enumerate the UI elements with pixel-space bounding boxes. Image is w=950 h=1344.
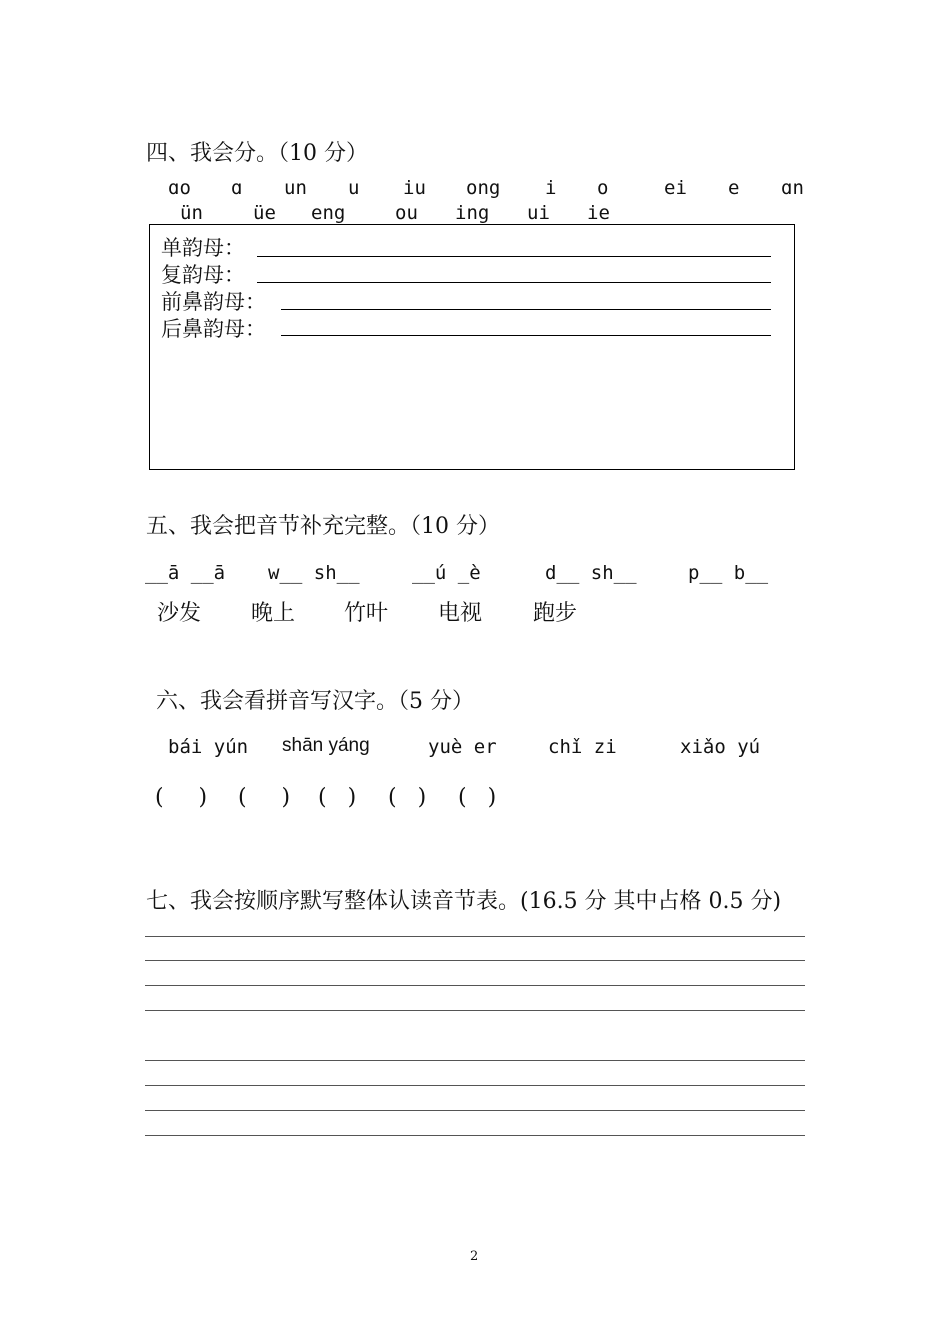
word: 沙发 <box>157 601 202 626</box>
answer-slot[interactable]: ( ) <box>238 785 291 810</box>
writing-line[interactable] <box>145 1060 805 1061</box>
letter: ie <box>587 202 610 224</box>
letter: ün <box>180 202 203 224</box>
pinyin: shān yáng <box>282 735 370 756</box>
pinyin: xiǎo yú <box>680 736 761 758</box>
letter: ou <box>395 202 418 224</box>
category-label: 复韵母： <box>161 263 245 287</box>
answer-line[interactable] <box>257 256 771 257</box>
pinyin-blank[interactable]: __ā __ā <box>145 562 226 584</box>
page-number: 2 <box>470 1249 479 1264</box>
letter: e <box>728 177 740 199</box>
section5-heading: 五、我会把音节补充完整。（10 分） <box>146 514 500 539</box>
answer-line[interactable] <box>257 282 771 283</box>
pinyin-blank[interactable]: d__ sh__ <box>545 562 637 584</box>
pinyin: yuè er <box>428 736 497 758</box>
writing-line[interactable] <box>145 1010 805 1011</box>
word: 跑步 <box>533 601 578 626</box>
letter: eng <box>311 202 346 224</box>
pinyin-blank[interactable]: __ú _è <box>412 562 481 584</box>
pinyin: bái yún <box>168 736 249 758</box>
writing-line[interactable] <box>145 1110 805 1111</box>
answer-slot[interactable]: ( ) <box>388 785 427 810</box>
letter: i <box>545 177 557 199</box>
letter: ing <box>455 202 490 224</box>
answer-slot[interactable]: ( ) <box>318 785 357 810</box>
pinyin: chǐ zi <box>548 736 617 758</box>
letter: ong <box>466 177 501 199</box>
letter: ɑo <box>168 177 191 199</box>
pinyin-blank[interactable]: p__ b__ <box>688 562 769 584</box>
section7-heading: 七、我会按顺序默写整体认读音节表。(16.5 分 其中占格 0.5 分) <box>146 889 782 914</box>
answer-slot[interactable]: ( ) <box>155 785 208 810</box>
letter: u <box>348 177 360 199</box>
classification-box <box>149 224 795 470</box>
category-label: 单韵母： <box>161 236 245 260</box>
answer-slot[interactable]: ( ) <box>458 785 497 810</box>
letter: un <box>284 177 307 199</box>
letter: ɑn <box>781 177 804 199</box>
writing-line[interactable] <box>145 985 805 986</box>
word: 电视 <box>438 601 483 626</box>
letter: ɑ <box>231 177 243 199</box>
category-label: 后鼻韵母： <box>161 317 266 341</box>
letter: iu <box>403 177 426 199</box>
writing-line[interactable] <box>145 1135 805 1136</box>
word: 晚上 <box>251 601 296 626</box>
answer-line[interactable] <box>281 335 771 336</box>
word: 竹叶 <box>344 601 389 626</box>
writing-line[interactable] <box>145 1085 805 1086</box>
pinyin-blank[interactable]: w__ sh__ <box>268 562 360 584</box>
writing-line[interactable] <box>145 936 805 937</box>
section4-heading: 四、我会分。（10 分） <box>146 141 368 166</box>
section6-heading: 六、我会看拼音写汉字。（5 分） <box>156 689 474 714</box>
writing-line[interactable] <box>145 960 805 961</box>
letter: o <box>597 177 609 199</box>
letter: ui <box>527 202 550 224</box>
answer-line[interactable] <box>281 309 771 310</box>
category-label: 前鼻韵母： <box>161 290 266 314</box>
letter: ei <box>664 177 687 199</box>
letter: üe <box>253 202 276 224</box>
